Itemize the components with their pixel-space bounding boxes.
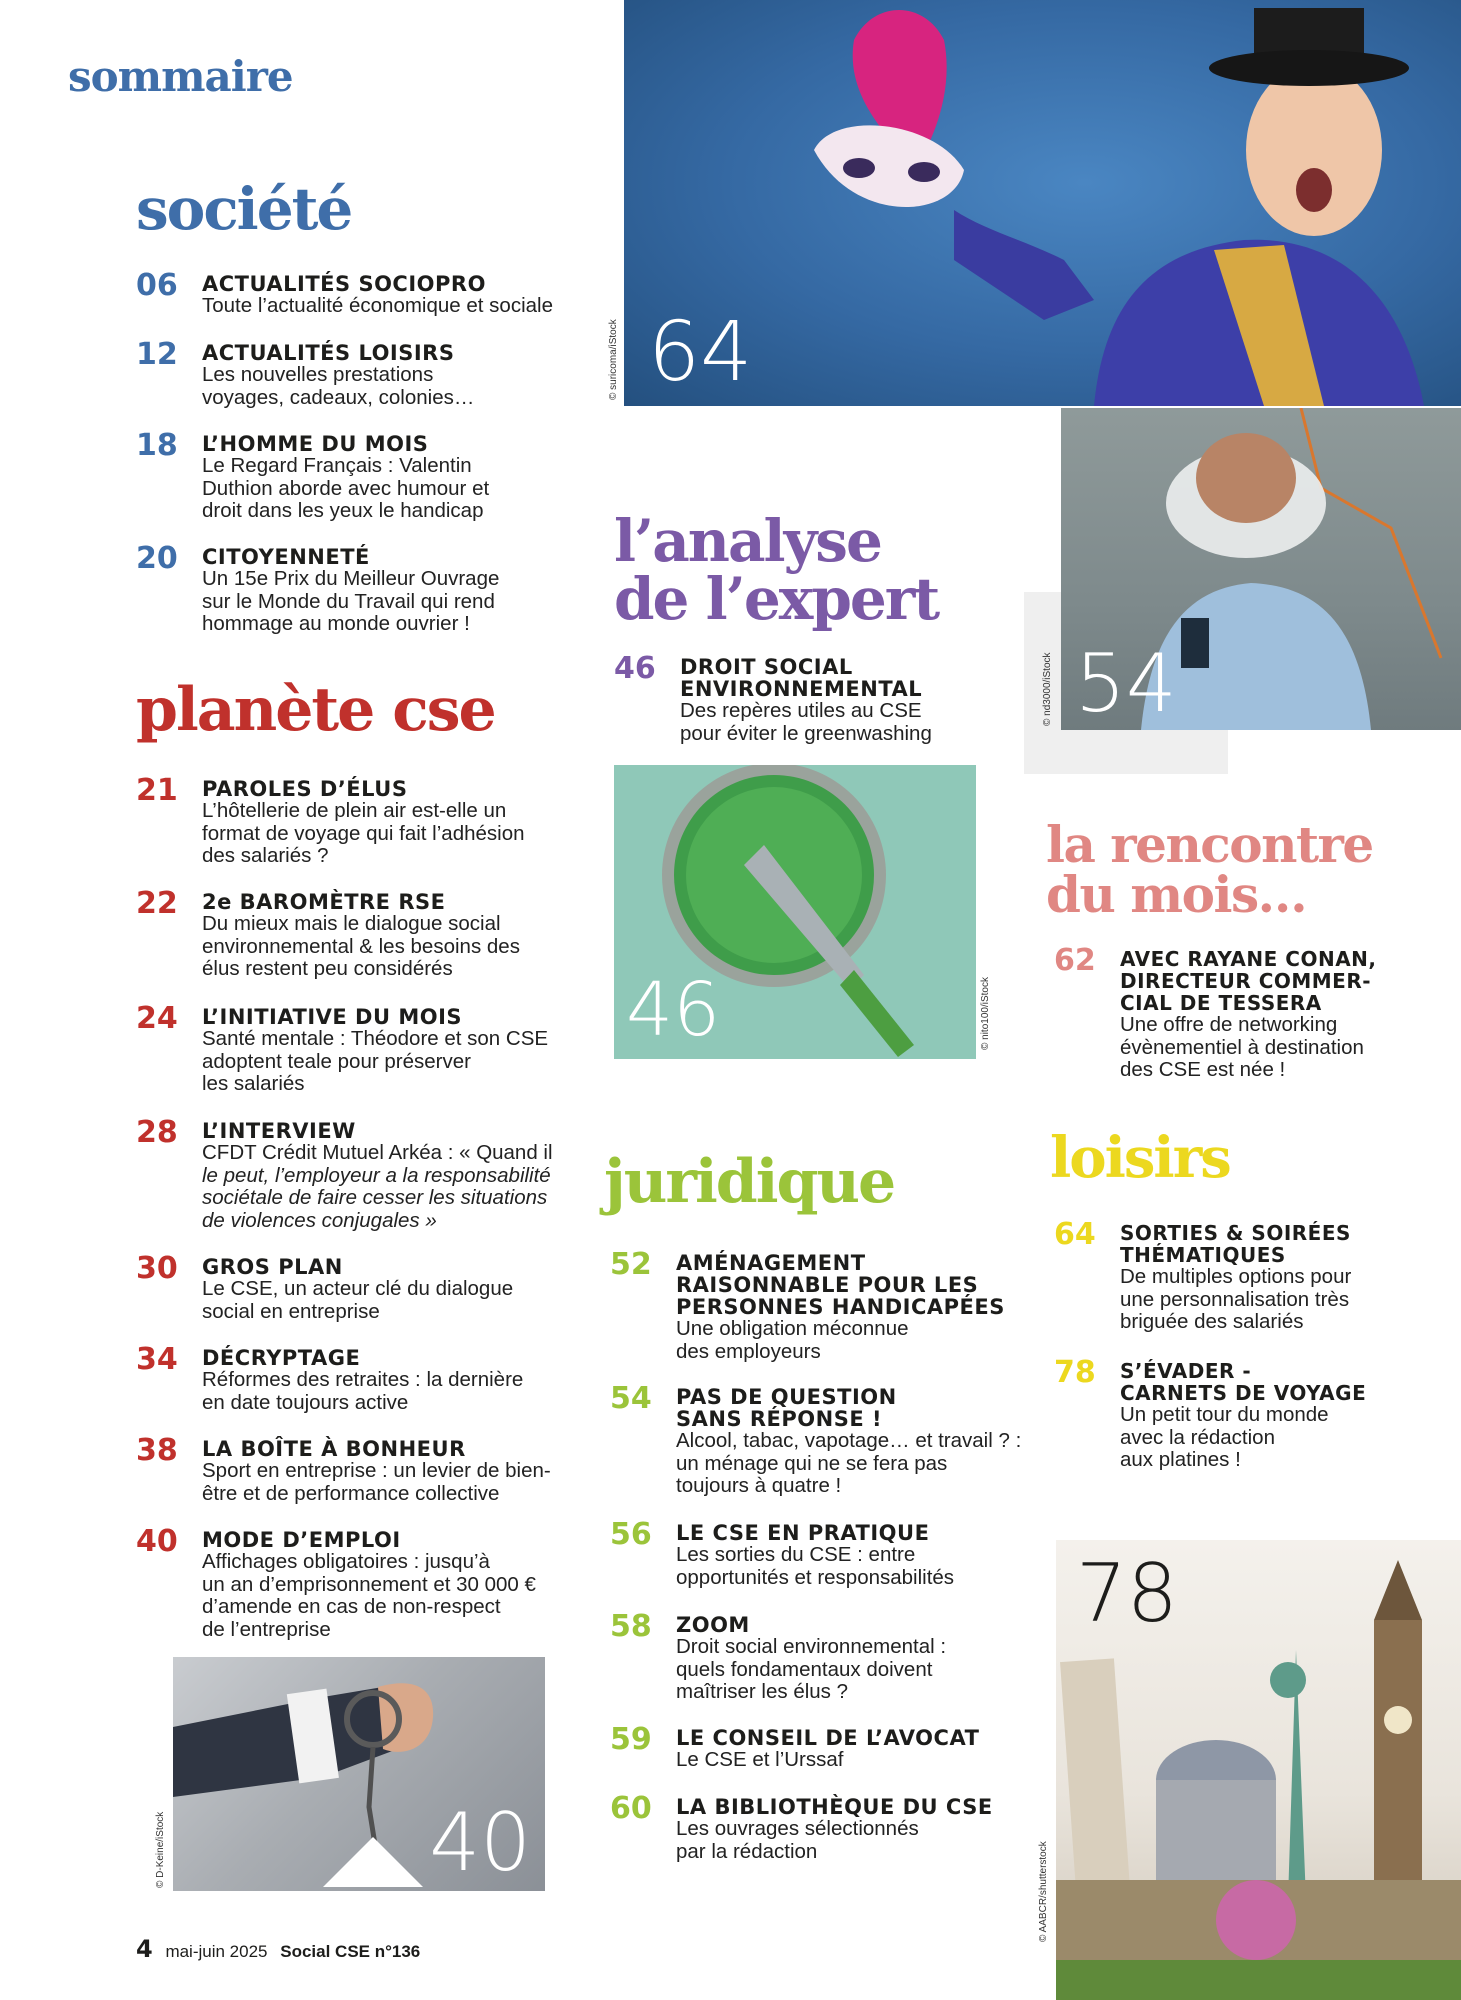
entry-desc: Droit social environnemental : <box>676 1635 947 1658</box>
entry-desc: par la rédaction <box>676 1839 818 1863</box>
toc-entry-30[interactable] <box>136 1251 596 1323</box>
entry-title: DIRECTEUR COMMER- <box>1120 969 1372 993</box>
entry-desc: CFDT Crédit Mutuel Arkéa : « Quand il <box>202 1141 553 1164</box>
photo-page-number: 46 <box>626 967 721 1053</box>
page-number: 21 <box>136 773 178 808</box>
entry-desc: être et de performance collective <box>202 1481 500 1505</box>
entry-title: GROS PLAN <box>202 1255 343 1279</box>
page-number: 30 <box>136 1251 178 1286</box>
toc-entry-22[interactable] <box>136 886 596 981</box>
section-planete-cse: planète cse <box>136 675 495 745</box>
entry-title: LA BOÎTE À BONHEUR <box>202 1437 466 1461</box>
entry-desc: un an d’emprisonnement et 30 000 € <box>202 1572 536 1596</box>
entry-desc: en date toujours active <box>202 1390 409 1414</box>
section-rencontre-line-1: la rencontre <box>1046 815 1373 874</box>
section-analyse-line-2: de l’expert <box>614 565 939 633</box>
entry-desc: Les ouvrages sélectionnés <box>676 1817 919 1840</box>
footer-date: mai-juin 2025 <box>165 1942 268 1961</box>
entry-desc: sur le Monde du Travail qui rend <box>202 589 495 613</box>
page-number: 22 <box>136 886 178 921</box>
entry-desc: social en entreprise <box>202 1299 380 1323</box>
page-number: 78 <box>1054 1355 1096 1390</box>
entry-desc: Un petit tour du monde <box>1120 1403 1329 1426</box>
entry-title: LE CONSEIL DE L’AVOCAT <box>676 1726 980 1750</box>
entry-desc: sociétale de faire cesser les situations <box>202 1186 548 1209</box>
toc-entry-60[interactable] <box>610 1791 1030 1863</box>
toc-entry-52[interactable] <box>610 1247 1030 1363</box>
photo-landmarks[interactable] <box>1056 1540 1461 2000</box>
photo-page-number: 54 <box>1075 637 1177 730</box>
page-number: 54 <box>610 1381 652 1416</box>
entry-desc: une personnalisation très <box>1120 1287 1350 1311</box>
page-number: 40 <box>136 1524 178 1559</box>
entry-title: SANS RÉPONSE ! <box>676 1407 883 1431</box>
toc-entry-64[interactable] <box>1054 1217 1454 1334</box>
photo-handcuffs[interactable] <box>173 1657 545 1891</box>
entry-desc: Les nouvelles prestations <box>202 363 434 386</box>
entry-desc: Réformes des retraites : la dernière <box>202 1368 524 1391</box>
entry-title: PERSONNES HANDICAPÉES <box>676 1295 1005 1319</box>
entry-desc: L’hôtellerie de plein air est-elle un <box>202 799 507 822</box>
entry-desc: Sport en entreprise : un levier de bien- <box>202 1459 551 1482</box>
photo-vaping-man[interactable] <box>1061 408 1461 730</box>
section-analyse-line-1: l’analyse <box>614 507 881 575</box>
entry-title: L’HOMME DU MOIS <box>202 432 429 456</box>
toc-entry-38[interactable] <box>136 1433 596 1505</box>
entry-desc: Les sorties du CSE : entre <box>676 1543 916 1566</box>
toc-entry-06[interactable] <box>136 268 596 318</box>
entry-desc: le peut, l’employeur a la responsabilité <box>202 1163 551 1187</box>
entry-title: 2e BAROMÈTRE RSE <box>202 890 446 914</box>
section-analyse-expert <box>614 507 939 633</box>
section-loisirs: loisirs <box>1050 1125 1230 1191</box>
toc-entry-20[interactable] <box>136 541 596 636</box>
entry-desc: adoptent teale pour préserver <box>202 1049 471 1073</box>
page-number: 28 <box>136 1115 178 1150</box>
entry-title: ACTUALITÉS LOISIRS <box>202 341 455 365</box>
entry-title: ZOOM <box>676 1613 750 1637</box>
entry-desc: hommage au monde ouvrier ! <box>202 612 470 635</box>
entry-title: THÉMATIQUES <box>1120 1243 1286 1267</box>
entry-desc: des employeurs <box>676 1339 821 1363</box>
footer <box>136 1935 420 1963</box>
entry-title: SORTIES & SOIRÉES <box>1120 1221 1351 1245</box>
photo-credit: © D-Keine/iStock <box>155 1811 166 1888</box>
entry-desc: élus restent peu considérés <box>202 957 453 980</box>
toc-entry-34[interactable] <box>136 1342 596 1414</box>
page-number: 18 <box>136 428 178 463</box>
page-number: 20 <box>136 541 178 576</box>
entry-title: DÉCRYPTAGE <box>202 1346 361 1370</box>
entry-desc: les salariés <box>202 1072 305 1095</box>
section-rencontre-line-2: du mois… <box>1046 865 1307 924</box>
entry-desc: maîtriser les élus ? <box>676 1680 849 1703</box>
entry-title: LE CSE EN PRATIQUE <box>676 1521 930 1545</box>
page-number: 46 <box>614 651 656 686</box>
entry-desc: De multiples options pour <box>1120 1265 1352 1288</box>
footer-page-number: 4 <box>136 1935 153 1963</box>
entry-desc: Des repères utiles au CSE <box>680 699 922 722</box>
entry-title: CIAL DE TESSERA <box>1120 991 1322 1015</box>
entry-desc: briguée des salariés <box>1120 1310 1304 1333</box>
entry-title: CITOYENNETÉ <box>202 545 370 569</box>
entry-desc: pour éviter le greenwashing <box>680 721 932 745</box>
entry-title: RAISONNABLE POUR LES <box>676 1273 979 1297</box>
page-number: 06 <box>136 268 178 303</box>
toc-entry-24[interactable] <box>136 1001 596 1096</box>
toc-entry-12[interactable] <box>136 337 596 409</box>
entry-title: L’INTERVIEW <box>202 1119 356 1143</box>
section-juridique: juridique <box>604 1147 895 1217</box>
photo-credit: © nd3000/iStock <box>1042 652 1053 726</box>
page-header: sommaire <box>68 52 293 101</box>
page-number: 62 <box>1054 943 1096 978</box>
entry-desc: des salariés ? <box>202 844 329 867</box>
entry-desc: Une offre de networking <box>1120 1013 1338 1036</box>
entry-desc: aux platines ! <box>1120 1448 1241 1471</box>
entry-desc: toujours à quatre ! <box>676 1474 842 1497</box>
page-number: 58 <box>610 1609 652 1644</box>
toc-entry-46[interactable] <box>614 651 1014 745</box>
page-number: 56 <box>610 1517 652 1552</box>
entry-title: LA BIBLIOTHÈQUE DU CSE <box>676 1795 993 1819</box>
toc-entry-21[interactable] <box>136 773 596 868</box>
entry-title: DROIT SOCIAL <box>680 655 853 679</box>
page-number: 60 <box>610 1791 652 1826</box>
page-number: 59 <box>610 1722 652 1757</box>
entry-desc: avec la rédaction <box>1120 1425 1275 1449</box>
entry-desc: Affichages obligatoires : jusqu’à <box>202 1550 490 1573</box>
photo-credit: © AABCR/shutterstock <box>1038 1841 1049 1942</box>
toc-entry-56[interactable] <box>610 1517 1030 1589</box>
photo-magician[interactable] <box>624 0 1461 406</box>
toc-entry-62[interactable] <box>1054 943 1454 1082</box>
toc-entry-54[interactable] <box>610 1381 1030 1498</box>
entry-title: AVEC RAYANE CONAN, <box>1120 947 1377 971</box>
entry-desc: un ménage qui ne se fera pas <box>676 1451 948 1475</box>
entry-desc: voyages, cadeaux, colonies… <box>202 385 475 409</box>
entry-desc: Le CSE et l’Urssaf <box>676 1748 844 1771</box>
footer-magazine: Social CSE n°136 <box>280 1942 421 1961</box>
entry-desc: de l’entreprise <box>202 1617 331 1641</box>
entry-desc: quels fondamentaux doivent <box>676 1657 933 1681</box>
entry-desc: Toute l’actualité économique et sociale <box>202 294 553 317</box>
entry-desc: des CSE est née ! <box>1120 1058 1286 1081</box>
photo-credit: © nito100/iStock <box>980 977 991 1050</box>
entry-title: PAS DE QUESTION <box>676 1385 897 1409</box>
entry-title: ENVIRONNEMENTAL <box>680 677 923 701</box>
entry-title: S’ÉVADER - <box>1120 1359 1252 1383</box>
section-rencontre <box>1046 815 1373 924</box>
entry-desc: Duthion aborde avec humour et <box>202 476 490 500</box>
page-number: 34 <box>136 1342 178 1377</box>
page-number: 12 <box>136 337 178 372</box>
entry-desc: Une obligation méconnue <box>676 1317 909 1340</box>
entry-desc: Un 15e Prix du Meilleur Ouvrage <box>202 567 500 590</box>
entry-title: L’INITIATIVE DU MOIS <box>202 1005 463 1029</box>
toc-entry-18[interactable] <box>136 428 596 523</box>
entry-desc: Le Regard Français : Valentin <box>202 454 472 477</box>
entry-desc: d’amende en cas de non-respect <box>202 1595 501 1618</box>
entry-desc: droit dans les yeux le handicap <box>202 499 484 522</box>
toc-entry-58[interactable] <box>610 1609 1030 1704</box>
toc-entry-40[interactable] <box>136 1524 606 1641</box>
entry-desc: Santé mentale : Théodore et son CSE <box>202 1027 549 1050</box>
photo-page-number: 40 <box>429 1796 531 1889</box>
entry-title: CARNETS DE VOYAGE <box>1120 1381 1367 1405</box>
toc-entry-28[interactable] <box>136 1115 606 1232</box>
entry-desc: Alcool, tabac, vapotage… et travail ? : <box>676 1429 1022 1452</box>
entry-title: AMÉNAGEMENT <box>676 1251 866 1275</box>
page-number: 38 <box>136 1433 178 1468</box>
photo-credit: © suricoma/iStock <box>608 319 619 400</box>
photo-green-paint[interactable] <box>614 765 976 1059</box>
toc-entry-78[interactable] <box>1054 1355 1454 1472</box>
entry-desc: Du mieux mais le dialogue social <box>202 912 501 935</box>
entry-desc: de violences conjugales » <box>202 1208 437 1232</box>
page-number: 52 <box>610 1247 652 1282</box>
photo-page-number: 78 <box>1076 1547 1178 1640</box>
entry-desc: opportunités et responsabilités <box>676 1565 955 1589</box>
entry-title: MODE D’EMPLOI <box>202 1528 401 1552</box>
page-number: 64 <box>1054 1217 1096 1252</box>
entry-desc: évènementiel à destination <box>1120 1035 1364 1059</box>
page-number: 24 <box>136 1001 178 1036</box>
entry-title: PAROLES D’ÉLUS <box>202 777 408 801</box>
section-societe: société <box>136 175 352 243</box>
photo-page-number: 64 <box>648 305 753 400</box>
entry-desc: Le CSE, un acteur clé du dialogue <box>202 1277 514 1300</box>
entry-desc: format de voyage qui fait l’adhésion <box>202 821 525 845</box>
entry-desc: environnemental & les besoins des <box>202 934 520 958</box>
toc-entry-59[interactable] <box>610 1722 1030 1772</box>
entry-title: ACTUALITÉS SOCIOPRO <box>202 272 486 296</box>
